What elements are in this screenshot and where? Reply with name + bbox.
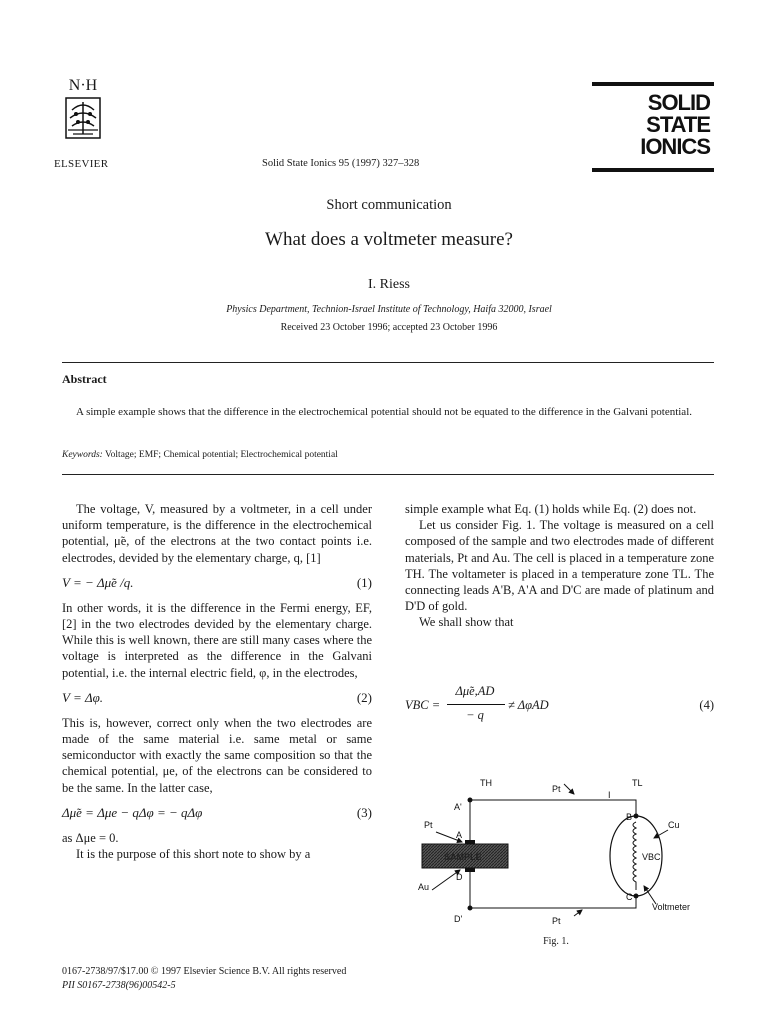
label-C: C (626, 892, 633, 902)
label-Pt-top: Pt (552, 784, 561, 794)
equation-4-numerator: Δμ̃e,AD (455, 684, 495, 698)
right-column (405, 501, 714, 631)
left-paragraph-1: The voltage, V, measured by a voltmeter, in a cell under uniform temperature, is the difference in the electrochemical potential, μ̃e, of the electrons at the two contact points i.e. electrodes, devided by the elementary charge, q, [1] (62, 502, 372, 565)
right-paragraph-3: We shall show that (419, 615, 514, 630)
label-Au: Au (418, 882, 430, 892)
publisher-name: ELSEVIER (54, 158, 109, 170)
keywords (62, 450, 338, 460)
equation-3-body: Δμ̃e = Δμe − qΔφ = − qΔφ (62, 804, 203, 820)
article-affiliation: Physics Department, Technion-Israel Institute of Technology, Haifa 32000, Israel (226, 304, 552, 315)
equation-4-rhs: ≠ ΔφAD (508, 698, 549, 712)
divider-top (62, 362, 714, 363)
label-Pt-bottom: Pt (552, 916, 561, 926)
equation-2 (62, 687, 372, 709)
equation-4-lhs: VBC = (405, 698, 441, 712)
equation-1-number: (1) (356, 574, 372, 590)
label-TL: TL (632, 778, 643, 788)
equation-4 (405, 684, 714, 728)
article-type: Short communication (326, 197, 452, 213)
right-paragraph-1: simple example what Eq. (1) holds while Eq. (2) does not. (405, 502, 697, 516)
sample-label: SAMPLE (444, 852, 482, 862)
journal-logo-line-1: SOLID (647, 90, 710, 115)
wire-top (470, 800, 636, 816)
voltmeter-coil (633, 822, 636, 890)
label-B: B (626, 812, 633, 822)
left-paragraph-5: It is the purpose of this short note to show by a (76, 847, 311, 862)
circuit-diagram (410, 776, 714, 936)
label-A: A (456, 830, 463, 840)
equation-4-denominator: − q (466, 708, 484, 722)
article-title: What does a voltmeter measure? (265, 229, 513, 250)
equation-1-body: V = − Δμ̃e /q. (62, 574, 134, 590)
label-TH: TH (480, 778, 492, 788)
equation-2-number: (2) (356, 689, 372, 705)
right-paragraph-2: Let us consider Fig. 1. The voltage is measured on a cell composed of the sample and two electrodes made of different materials, Pt and Au. The cell is placed in a temperature zone TH. The voltameter is placed in a temperature zone TL. The connecting leads A'B, A'A and D'C are made of platinum and D'D of gold. (405, 518, 714, 614)
label-Pt-left: Pt (424, 820, 433, 830)
left-paragraph-2: In other words, it is the difference in the Fermi energy, EF, [2] in the two electrodes devided by the elementary charge. While this is well known, there are still many cases where the voltage is interpreted as the difference in the Galvani potential, i.e. the internal electric field, φ, in the electrodes, (62, 600, 372, 680)
journal-logo-line-2: STATE (646, 112, 710, 137)
footer-pii: PII S0167-2738(96)00542-5 (62, 980, 176, 991)
publisher-logo (58, 78, 108, 156)
equation-4-fraction-bar (447, 704, 505, 705)
label-VBC: VBC (642, 852, 661, 862)
abstract-heading: Abstract (62, 372, 107, 386)
journal-reference: Solid State Ionics 95 (1997) 327–328 (262, 158, 420, 169)
label-A-prime: A' (454, 802, 462, 812)
article-author: I. Riess (368, 277, 410, 292)
figure-caption: Fig. 1. (543, 936, 569, 947)
left-paragraph-4: as Δμe = 0. (62, 830, 119, 845)
equation-3-number: (3) (356, 804, 372, 820)
label-D-prime: D' (454, 914, 463, 924)
publisher-tree-emblem (58, 94, 108, 144)
journal-logo (592, 82, 714, 172)
publisher-logo-text: N·H (68, 77, 98, 94)
journal-logo-line-3: IONICS (640, 134, 710, 159)
label-Cu: Cu (668, 820, 680, 830)
label-D: D (456, 872, 463, 882)
keywords-list: Voltage; EMF; Chemical potential; Electrochemical potential (105, 450, 338, 460)
equation-3 (62, 802, 372, 824)
left-paragraph-3: This is, however, correct only when the two electrodes are made of the same material i.e. same metal or same semiconductor with exactly the same composition so that the chemical potential, μe, of the electrons can be considered to be the same. In the latter case, (62, 715, 372, 795)
keywords-label: Keywords: (62, 450, 103, 460)
footer-copyright: 0167-2738/97/$17.00 © 1997 Elsevier Science B.V. All rights reserved (62, 966, 347, 977)
divider-bottom (62, 474, 714, 475)
abstract-text: A simple example shows that the difference in the electrochemical potential should not be equated to the difference in the Galvani potential. (76, 406, 692, 418)
equation-2-body: V = Δφ. (62, 689, 104, 705)
left-column (62, 501, 372, 862)
equation-1 (62, 572, 372, 594)
equation-4-number: (4) (699, 698, 714, 712)
article-dates: Received 23 October 1996; accepted 23 October 1996 (280, 322, 498, 333)
label-voltmeter: Voltmeter (652, 902, 691, 912)
wire-bottom (470, 896, 636, 908)
figure-1 (410, 776, 714, 936)
label-I: I (608, 790, 611, 800)
